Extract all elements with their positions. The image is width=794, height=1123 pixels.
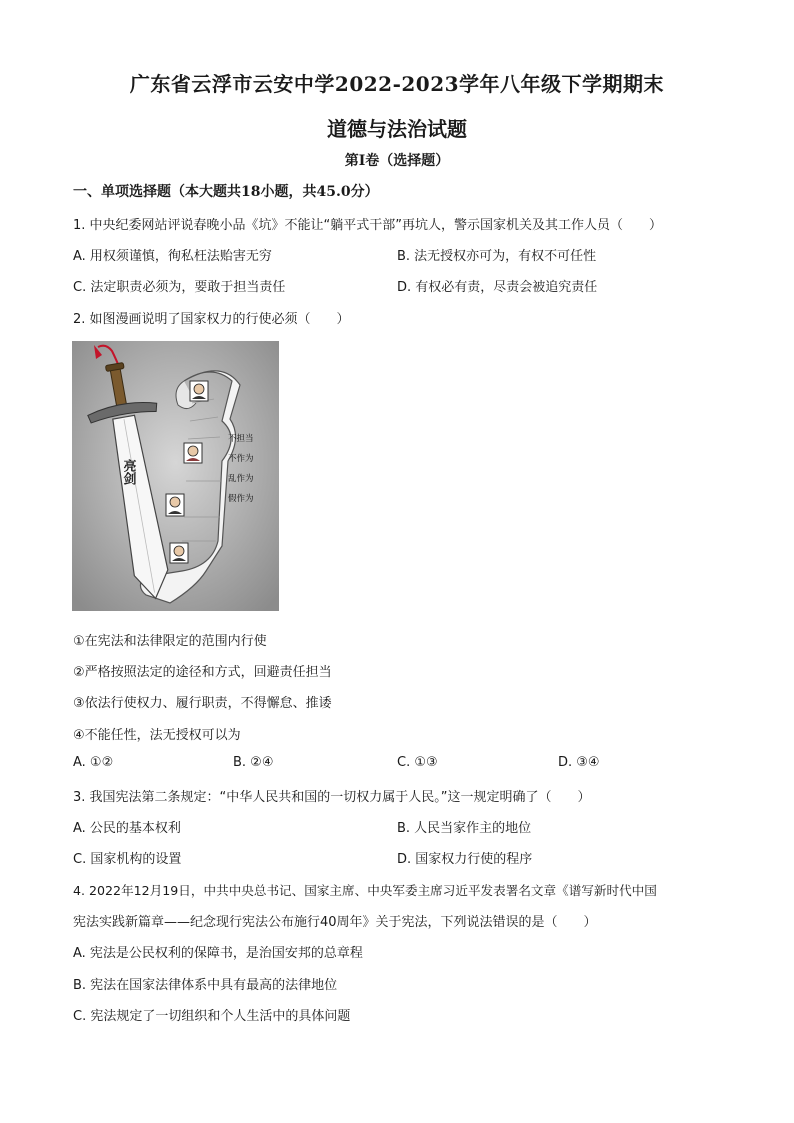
q4-stem-line2: 宪法实践新篇章——纪念现行宪法公布施行40周年》关于宪法，下列说法错误的是（ ） — [73, 915, 597, 930]
q2-statement-3: ③依法行使权力、履行职责，不得懈怠、推诿 — [73, 696, 332, 711]
q3-option-d: D. 国家权力行使的程序 — [397, 852, 533, 867]
q2-stem: 2. 如图漫画说明了国家权力的行使必须（ ） — [73, 312, 350, 327]
exam-title: 广东省云浮市云安中学2022-2023学年八年级下学期期末 — [129, 72, 665, 96]
q4-option-a: A. 宪法是公民权利的保障书，是治国安邦的总章程 — [73, 946, 363, 961]
q2-statement-1: ①在宪法和法律限定的范围内行使 — [73, 634, 267, 649]
scroll-text-2: 不作为 — [228, 454, 254, 464]
q4-stem-line1: 4. 2022年12月19日，中共中央总书记、国家主席、中央军委主席习近平发表署名文章《谱写新时代中国 — [73, 883, 657, 898]
q3-stem: 3. 我国宪法第二条规定：“中华人民共和国的一切权力属于人民。”这一规定明确了（ ） — [73, 790, 591, 805]
scroll-text-3: 乱作为 — [228, 474, 254, 484]
scroll-text-4: 假作为 — [228, 494, 254, 504]
q1-option-c: C. 法定职责必须为，要敢于担当责任 — [73, 280, 286, 295]
section-heading: 一、单项选择题（本大题共18小题，共45.0分） — [73, 184, 379, 200]
q2-option-c: C. ①③ — [397, 755, 438, 770]
q4-option-c: C. 宪法规定了一切组织和个人生活中的具体问题 — [73, 1009, 351, 1024]
portrait-icon-3 — [166, 494, 184, 516]
sword-text: 亮剑 — [120, 459, 136, 485]
q4-option-b: B. 宪法在国家法律体系中具有最高的法律地位 — [73, 978, 338, 993]
q3-option-b: B. 人民当家作主的地位 — [397, 821, 532, 836]
q1-stem: 1. 中央纪委网站评说春晚小品《坑》不能让“躺平式干部”再坑人，警示国家机关及其工作人员（ ） — [73, 218, 663, 233]
q3-option-c: C. 国家机构的设置 — [73, 852, 182, 867]
q2-statement-4: ④不能任性，法无授权可以为 — [73, 728, 241, 743]
q3-option-a: A. 公民的基本权利 — [73, 821, 181, 836]
volume-heading: 第Ⅰ卷（选择题） — [344, 153, 450, 169]
q2-statement-2: ②严格按照法定的途径和方式，回避责任担当 — [73, 665, 332, 680]
portrait-icon-1 — [190, 381, 208, 401]
portrait-icon-2 — [184, 443, 202, 463]
q1-option-a: A. 用权须谨慎，徇私枉法贻害无穷 — [73, 249, 272, 264]
portrait-icon-4 — [170, 543, 188, 563]
scroll-text-1: 不担当 — [228, 434, 254, 444]
q2-option-b: B. ②④ — [233, 755, 274, 770]
q2-option-a: A. ①② — [73, 755, 114, 770]
cartoon-illustration — [72, 341, 279, 611]
q2-option-d: D. ③④ — [558, 755, 600, 770]
q1-option-d: D. 有权必有责，尽责会被追究责任 — [397, 280, 598, 295]
q1-option-b: B. 法无授权亦可为，有权不可任性 — [397, 249, 597, 264]
exam-subject: 道德与法治试题 — [327, 117, 467, 141]
